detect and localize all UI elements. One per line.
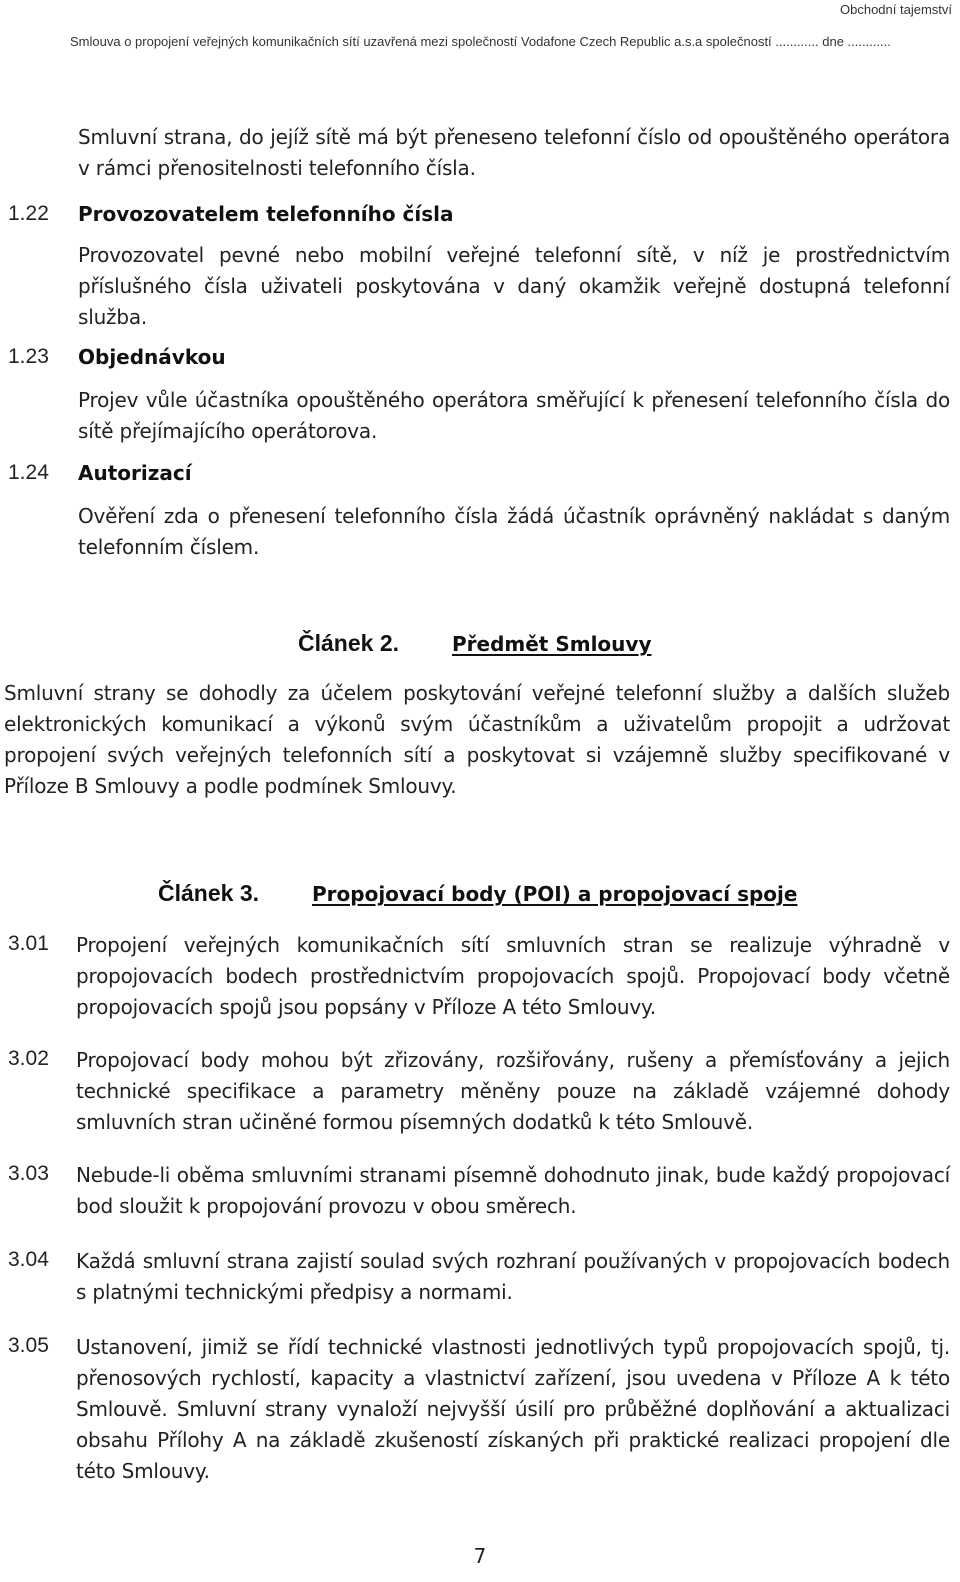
definition-term: Provozovatelem telefonního čísla bbox=[78, 202, 454, 226]
page-number: 7 bbox=[473, 1544, 487, 1568]
clause-number: 3.02 bbox=[8, 1047, 49, 1070]
contract-header: Smlouva o propojení veřejných komunikačních sítí uzavřená mezi společností Vodafone Czech Republic a.s.a společností ............ dne ............ bbox=[70, 34, 891, 49]
clause-text: Nebude-li oběma smluvními stranami písemně dohodnuto jinak, bude každý propojovací bod sloužit k propojování provozu v obou směrech. bbox=[76, 1163, 950, 1218]
clause-text: Propojení veřejných komunikačních sítí smluvních stran se realizuje výhradně v propojovacích bodech prostřednictvím propojovacích spojů. Propojovací body včetně propojovacích spojů jsou popsány v Příloze A této Smlouvy. bbox=[76, 933, 950, 1019]
definition-term: Autorizací bbox=[78, 461, 192, 485]
clause-number: 3.04 bbox=[8, 1248, 49, 1271]
clause-text: Každá smluvní strana zajistí soulad svých rozhraní používaných v propojovacích bodech s platnými technickými předpisy a normami. bbox=[76, 1249, 950, 1304]
confidential-label: Obchodní tajemství bbox=[840, 2, 952, 17]
definition-text: Provozovatel pevné nebo mobilní veřejné telefonní sítě, v níž je prostřednictvím příslušného čísla uživateli poskytována v daný okamžik veřejně dostupná telefonní služba. bbox=[78, 243, 950, 329]
definition-number: 1.22 bbox=[8, 202, 49, 225]
clause-number: 3.03 bbox=[8, 1162, 49, 1185]
article-2-text: Smluvní strany se dohodly za účelem poskytování veřejné telefonní služby a dalších služeb elektronických komunikací a výkonů svým účastníkům a uživatelům propojit a udržovat propojení svých veřejných telefonních sítí a poskytovat si vzájemně služby specifikované v Příloze B Smlouvy a podle podmínek Smlouvy. bbox=[4, 681, 950, 798]
article-title: Propojovací body (POI) a propojovací spoje bbox=[312, 882, 798, 906]
article-label: Článek 2. bbox=[298, 630, 399, 656]
definition-number: 1.23 bbox=[8, 345, 49, 368]
article-label: Článek 3. bbox=[158, 880, 259, 906]
intro-paragraph: Smluvní strana, do jejíž sítě má být přeneseno telefonní číslo od opouštěného operátora v rámci přenositelnosti telefonního čísla. bbox=[78, 125, 950, 180]
clause-text: Propojovací body mohou být zřizovány, rozšiřovány, rušeny a přemísťovány a jejich technické specifikace a parametry měněny pouze na základě vzájemné dohody smluvních stran učiněné formou písemných dodatků k této Smlouvě. bbox=[76, 1048, 950, 1134]
clause-text: Ustanovení, jimiž se řídí technické vlastnosti jednotlivých typů propojovacích spojů, tj. přenosových rychlostí, kapacity a vlastnictví zařízení, jsou uvedena v Příloze A k této Smlouvě. Smluvní strany vynaloží nejvyšší úsilí pro průběžné doplňování a aktualizaci obsahu Přílohy A na základě zkušeností získaných při praktické realizaci propojení dle této Smlouvy. bbox=[76, 1335, 950, 1483]
definition-number: 1.24 bbox=[8, 461, 49, 484]
definition-term: Objednávkou bbox=[78, 345, 226, 369]
definition-text: Ověření zda o přenesení telefonního čísla žádá účastník oprávněný nakládat s daným telefonním číslem. bbox=[78, 504, 950, 559]
article-title: Předmět Smlouvy bbox=[452, 632, 652, 656]
clause-number: 3.05 bbox=[8, 1334, 49, 1357]
definition-text: Projev vůle účastníka opouštěného operátora směřující k přenesení telefonního čísla do sítě přejímajícího operátorova. bbox=[78, 388, 950, 443]
clause-number: 3.01 bbox=[8, 932, 49, 955]
